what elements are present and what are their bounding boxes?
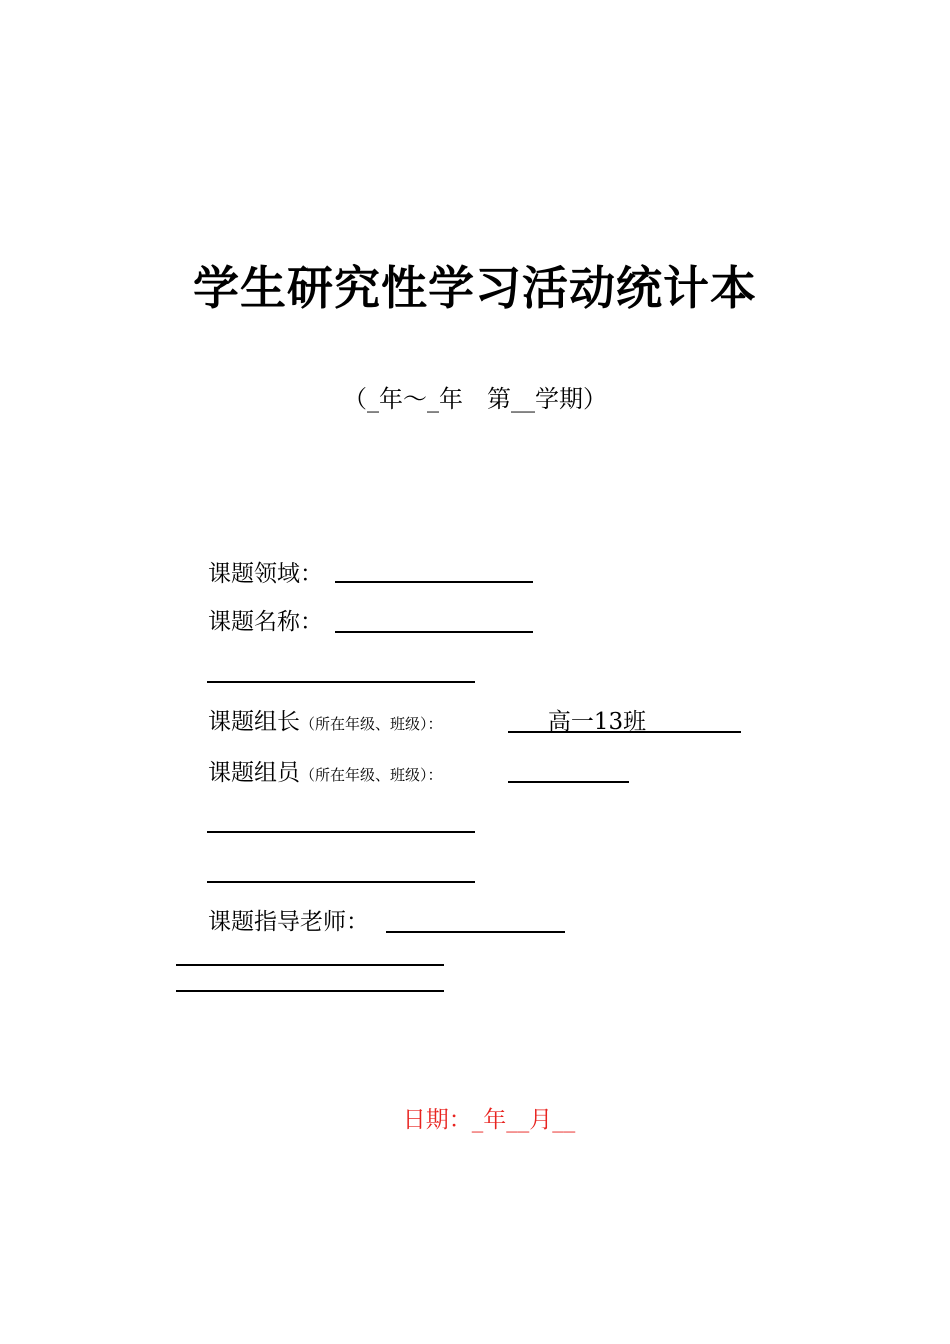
members-continuation-line-2 [207, 881, 475, 883]
advisor-label: 课题指导老师： [208, 909, 369, 935]
advisor-blank-line [386, 931, 565, 933]
date-line: 日期：_年__月__ [402, 1107, 576, 1133]
domain-blank-line [335, 581, 533, 583]
members-label-row [208, 758, 443, 790]
document-title: 学生研究性学习活动统计本 [193, 261, 757, 315]
name-label: 课题名称： [208, 609, 323, 635]
leader-blank-line [508, 731, 741, 733]
leader-label-row [208, 707, 443, 739]
members-label: 课题组员 [208, 760, 300, 786]
advisor-continuation-line-1 [176, 964, 444, 966]
members-note: （所在年级、班级）： [300, 766, 443, 784]
members-blank-line [508, 781, 629, 783]
semester-line: （_年～_年 第__学期） [343, 385, 607, 413]
advisor-continuation-line-2 [176, 990, 444, 992]
leader-note: （所在年级、班级）： [300, 715, 443, 733]
name-continuation-line [207, 681, 475, 683]
domain-label: 课题领域： [208, 561, 323, 587]
leader-label: 课题组长 [208, 709, 300, 735]
name-blank-line [335, 631, 533, 633]
members-continuation-line-1 [207, 831, 475, 833]
leader-value: 高一13班 [547, 709, 647, 735]
